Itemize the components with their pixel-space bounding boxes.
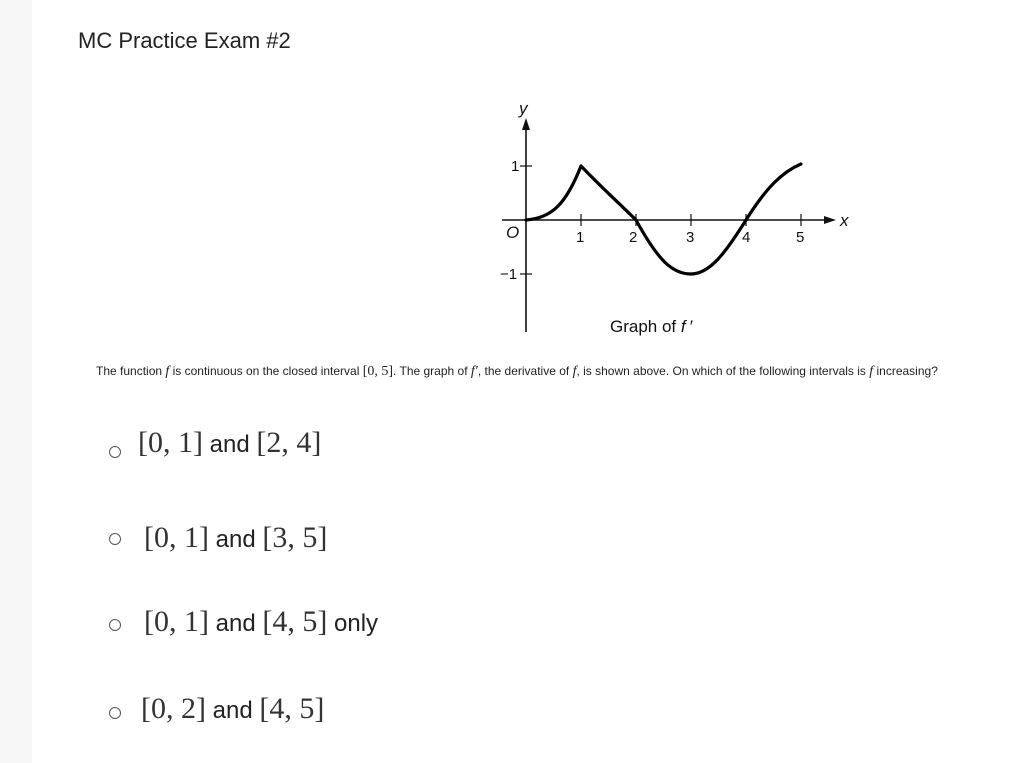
question-fragment: , is shown above. On which of the following intervals is bbox=[576, 364, 870, 378]
derivative-graph-figure bbox=[452, 92, 872, 352]
choice-label[interactable] bbox=[141, 692, 324, 726]
radio-button[interactable] bbox=[109, 533, 121, 545]
radio-button[interactable] bbox=[109, 707, 121, 719]
x-tick-label: 3 bbox=[686, 229, 695, 246]
math-interval: [0, 5] bbox=[362, 364, 394, 379]
x-axis-arrow bbox=[824, 216, 836, 224]
question-fragment: The function bbox=[96, 364, 166, 378]
choice-interval: [0, 2] bbox=[141, 692, 206, 725]
choice-connector: and bbox=[208, 526, 263, 553]
choice-interval: [4, 5] bbox=[262, 605, 328, 638]
graph-caption-function: f ′ bbox=[680, 317, 693, 336]
choice-connector: and bbox=[208, 610, 263, 637]
choice-suffix: only bbox=[327, 610, 379, 637]
question-fragment: . The graph of bbox=[393, 364, 471, 378]
graph-caption-text: Graph of bbox=[610, 317, 681, 336]
x-axis-label: x bbox=[840, 211, 849, 230]
question-fragment: is continuous on the closed interval bbox=[169, 364, 363, 378]
choice-interval: [0, 1] bbox=[144, 605, 209, 638]
choice-interval: [0, 1] bbox=[144, 521, 209, 554]
choice-label[interactable] bbox=[144, 605, 378, 639]
math-f-prime: f′ bbox=[470, 364, 478, 379]
choice-interval: [3, 5] bbox=[262, 521, 328, 554]
math-f: f bbox=[869, 364, 874, 379]
x-tick-label: 5 bbox=[796, 229, 805, 246]
radio-button[interactable] bbox=[109, 446, 121, 458]
origin-label: O bbox=[506, 223, 520, 242]
question-fragment: increasing? bbox=[873, 364, 938, 378]
radio-button[interactable] bbox=[109, 619, 121, 631]
choice-interval: [2, 4] bbox=[256, 426, 322, 459]
choice-interval: [0, 1] bbox=[138, 426, 203, 459]
y-axis-arrow bbox=[522, 118, 530, 130]
choice-label[interactable] bbox=[144, 521, 327, 555]
math-f: f bbox=[572, 364, 577, 379]
math-f: f bbox=[165, 364, 170, 379]
question-text bbox=[96, 364, 996, 380]
y-tick-label: 1 bbox=[511, 158, 520, 175]
question-fragment: , the derivative of bbox=[477, 364, 573, 378]
x-tick-label: 4 bbox=[742, 229, 751, 246]
x-tick-label: 1 bbox=[576, 229, 585, 246]
choice-connector: and bbox=[205, 697, 260, 724]
x-tick-label: 2 bbox=[629, 229, 638, 246]
y-tick-label: −1 bbox=[500, 266, 518, 283]
graph-caption bbox=[610, 317, 692, 337]
choice-label[interactable] bbox=[138, 426, 321, 460]
derivative-graph bbox=[452, 92, 872, 352]
page-title: MC Practice Exam #2 bbox=[78, 28, 291, 53]
exam-page bbox=[32, 0, 1024, 763]
choice-interval: [4, 5] bbox=[259, 692, 325, 725]
y-axis-label: y bbox=[519, 99, 528, 118]
choice-connector: and bbox=[202, 431, 257, 458]
derivative-curve bbox=[526, 164, 801, 274]
